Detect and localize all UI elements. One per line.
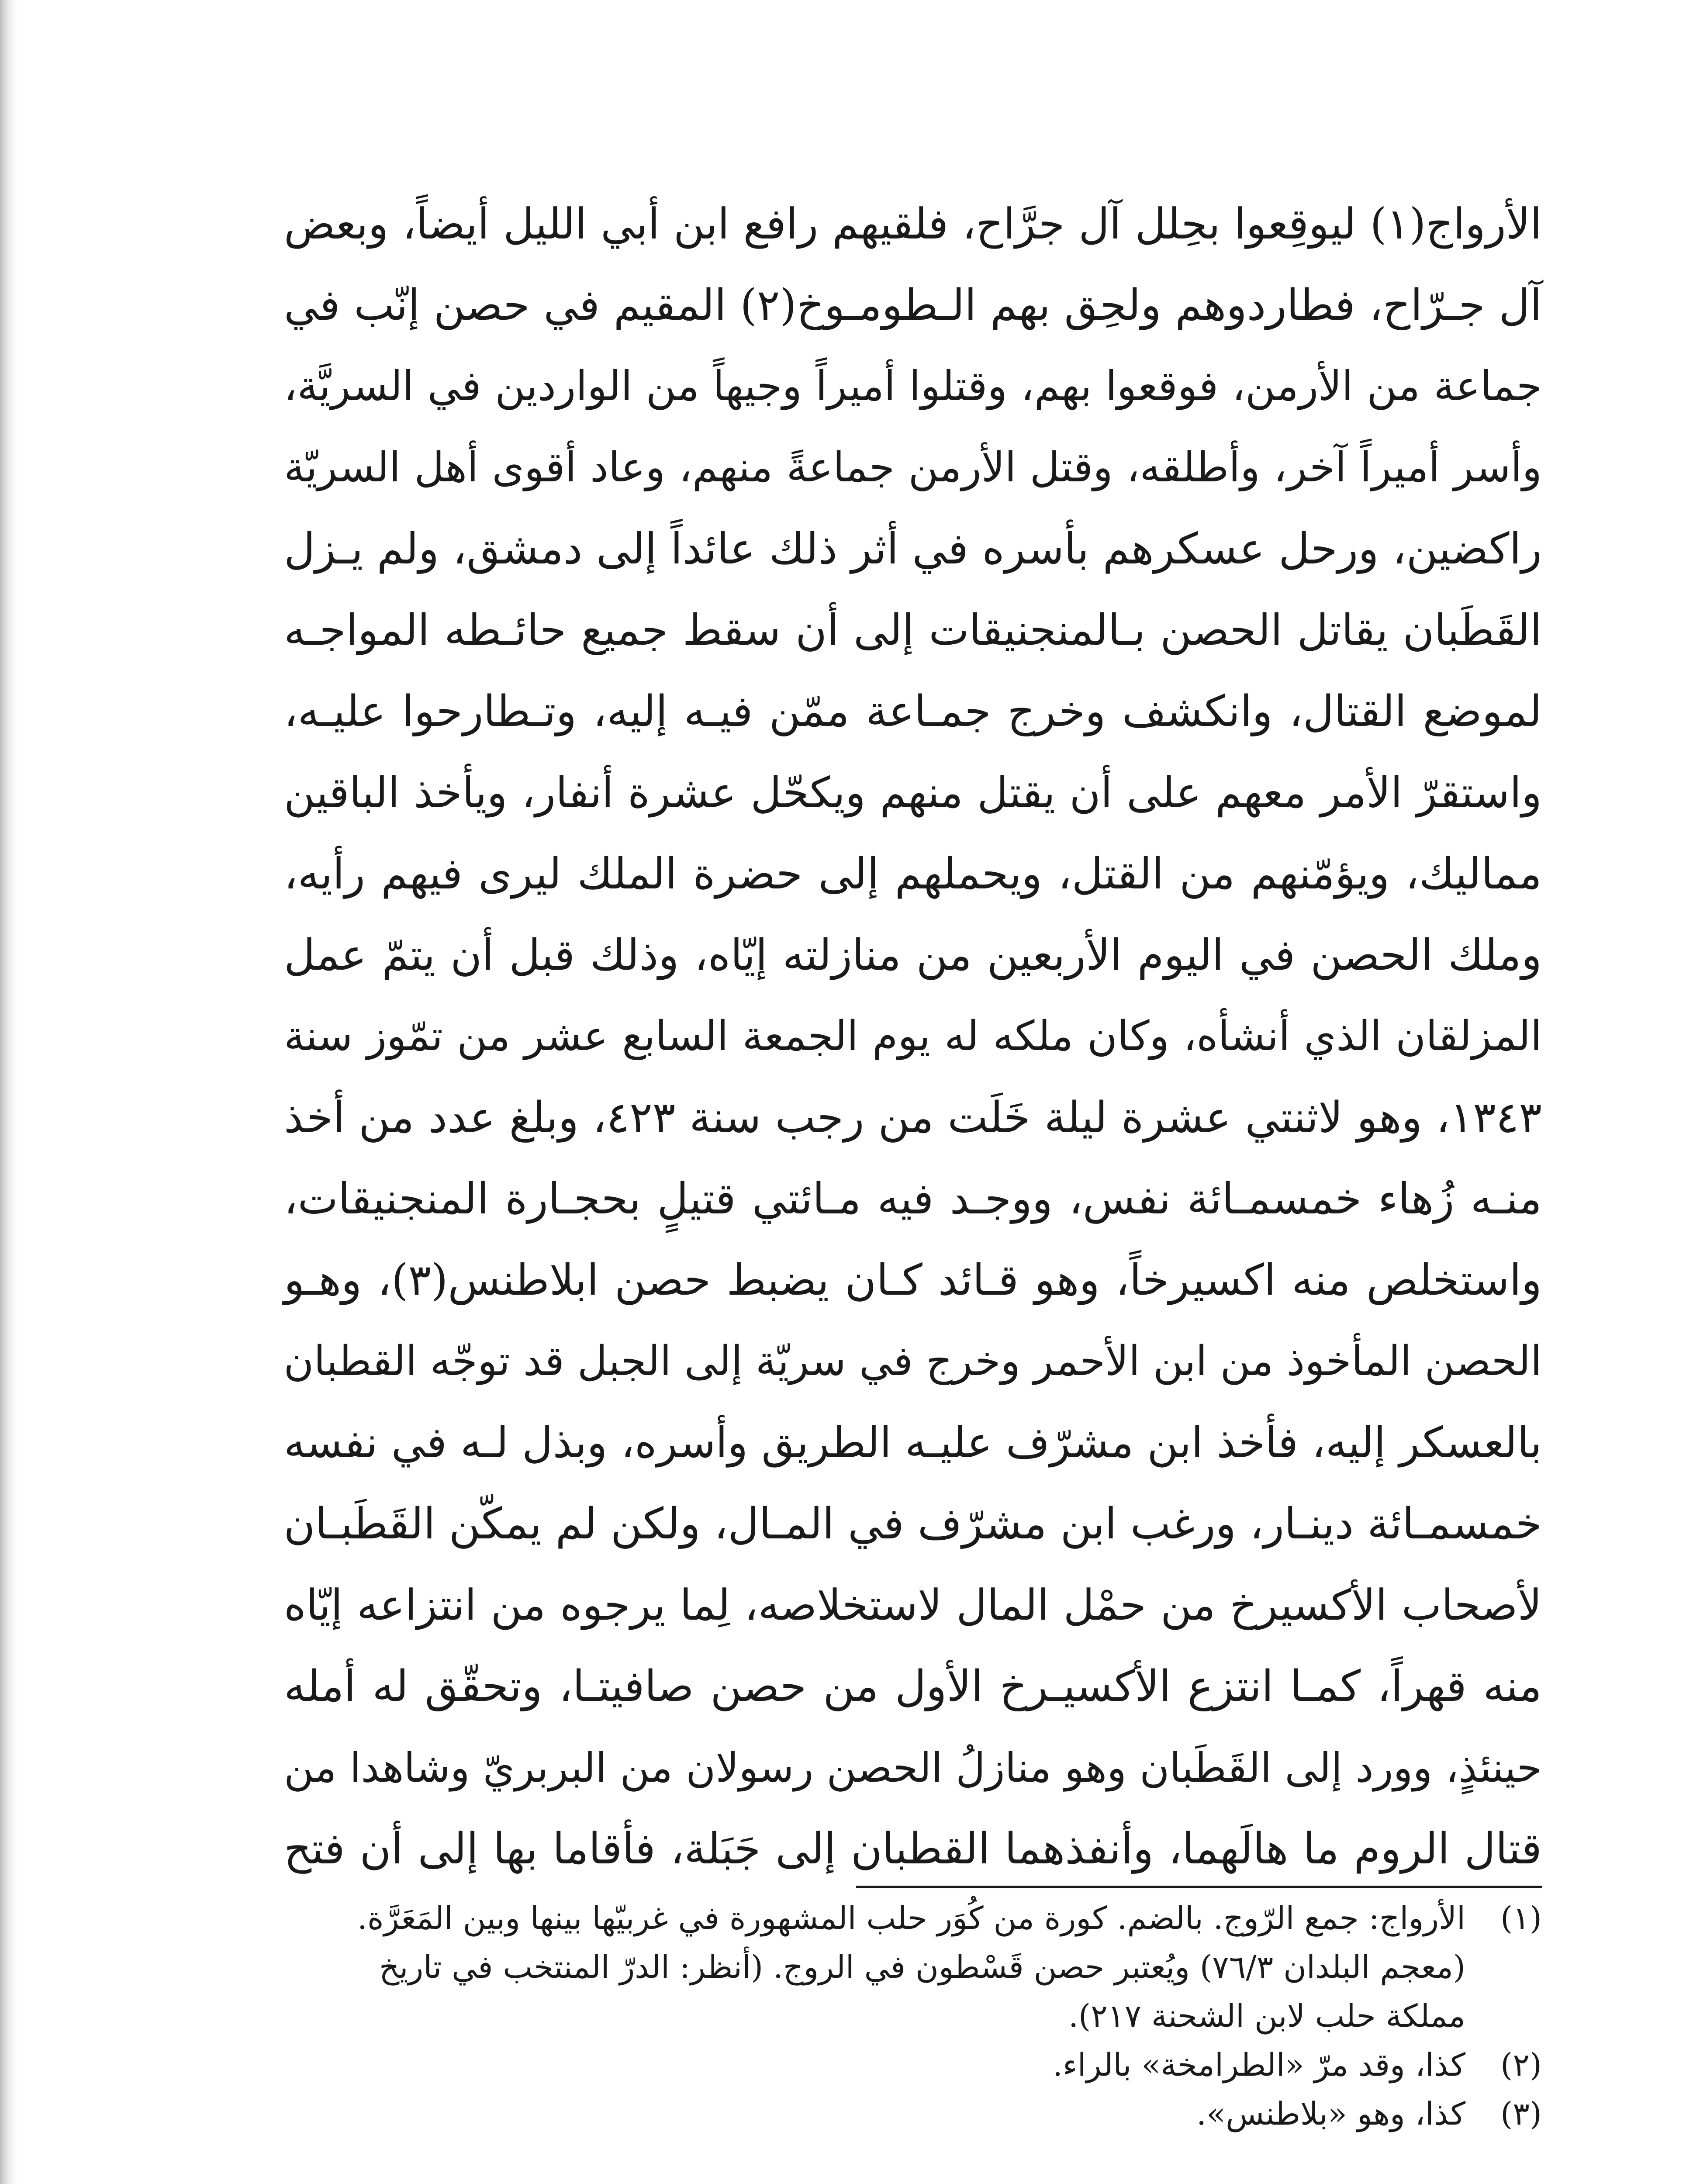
body-line: الحصن المأخوذ من ابن الأحمر وخرج في سريّة إلى الجبل قد توجّه القطبان: [283, 1337, 1542, 1385]
footnote-divider: [856, 1886, 1542, 1888]
footnote-line: كذا، وقد مرّ «الطرامخة» بالراء.: [1053, 2046, 1465, 2083]
body-line: وملك الحصن في اليوم الأربعين من منازلته إيّاه، وذلك قبل أن يتمّ عمل: [284, 930, 1542, 980]
body-line: بالعسكر إليه، فأخذ ابن مشرّف عليـه الطريق وأسره، وبذل لـه في نفسه: [284, 1418, 1542, 1467]
body-line: منه قهراً، كمـا انتزع الأكسيـرخ الأول من حصن صافيتـا، وتحقّق له أمله: [284, 1662, 1542, 1711]
body-line: قتال الروم ما هالَهما، وأنفذهما القطبان إلى جَبَلة، فأقاما بها إلى أن فتح: [284, 1824, 1542, 1874]
body-line: جماعة من الأرمن، فوقعوا بهم، وقتلوا أميراً وجيهاً من الواردين في السريَّة،: [284, 363, 1542, 410]
footnote-line: الأرواج: جمع الرّوج. بالضم. كورة من كُوَر حلب المشهورة في غربيّها بينها وبين المَعَرَّة.: [357, 1900, 1465, 1936]
footnote-text: [284, 1894, 1465, 2040]
footnote: [284, 2089, 1542, 2138]
body-line: لأصحاب الأكسيرخ من حمْل المال لاستخلاصه، لِما يرجوه من انتزاعه إيّاه: [284, 1580, 1542, 1630]
footnote-line: مملكة حلب لابن الشحنة ٢١٧).: [1068, 1997, 1465, 2034]
body-line: لموضع القتال، وانكشف وخرج جمـاعة ممّن فيـه إليه، وتـطارحوا عليـه،: [284, 687, 1542, 736]
body-line: راكضين، ورحل عسكرهم بأسره في أثر ذلك عائداً إلى دمشق، ولم يـزل: [284, 524, 1542, 574]
body-line: واستقرّ الأمر معهم على أن يقتل منهم ويكحّل عشرة أنفار، ويأخذ الباقين: [284, 768, 1542, 817]
footnote: [284, 2040, 1542, 2089]
body-line: منـه زُهاء خمسمـائة نفس، ووجـد فيه مـائتي قتيلٍ بحجـارة المنجنيقات،: [284, 1174, 1542, 1224]
body-line: المزلقان الذي أنشأه، وكان ملكه له يوم الجمعة السابع عشر من تمّوز سنة: [284, 1013, 1542, 1060]
body-line: حينئذٍ، وورد إلى القَطَبان وهو منازلُ الحصن رسولان من البربريّ وشاهدا من: [284, 1744, 1542, 1791]
page-binding-edge: [0, 0, 17, 2184]
body-line: وأسر أميراً آخر، وأطلقه، وقتل الأرمن جماعةً منهم، وعاد أقوى أهل السريّة: [284, 444, 1542, 491]
footnote-number: (٣): [1500, 2095, 1542, 2132]
footnote-text: [284, 2089, 1465, 2138]
body-line: واستخلص منه اكسيرخاً، وهو قـائد كـان يضبط حصن ابلاطنس(٣)، وهـو: [284, 1255, 1542, 1305]
footnote-line: (معجم البلدان ٧٦/٣) ويُعتبر حصن قَسْطون في الروج. (أنظر: الدرّ المنتخب في تاريخ: [379, 1949, 1465, 1985]
body-line: الأرواج(١) ليوقِعوا بحِلل آل جرَّاح، فلقيهم رافع ابن أبي الليل أيضاً، وبعض: [284, 199, 1542, 249]
body-text: [284, 183, 1542, 1890]
footnote-text: [284, 2040, 1465, 2089]
body-line: مماليك، ويؤمّنهم من القتل، ويحملهم إلى حضرة الملك ليرى فيهم رأيه،: [284, 849, 1542, 899]
body-line: خمسمـائة دينـار، ورغب ابن مشرّف في المـال، ولكن لم يمكّن القَطَبـان: [283, 1499, 1542, 1549]
footnote-number: (١): [1500, 1900, 1542, 1936]
footnote: [284, 1894, 1542, 2040]
footnote-number: (٢): [1500, 2046, 1542, 2083]
footnote-line: كذا، وهو «بلاطنس».: [1196, 2095, 1465, 2132]
body-line: ١٣٤٣، وهو لاثنتي عشرة ليلة خَلَت من رجب سنة ٤٢٣، وبلغ عدد من أخذ: [284, 1093, 1542, 1143]
body-line: القَطَبان يقاتل الحصن بـالمنجنيقات إلى أن سقط جميع حائـطه المواجـه: [284, 605, 1542, 655]
body-line: آل جـرّاح، فطاردوهم ولحِق بهم الـطومـوخ(٢) المقيم في حصن إنّب في: [284, 280, 1542, 330]
footnotes: [284, 1894, 1542, 2138]
